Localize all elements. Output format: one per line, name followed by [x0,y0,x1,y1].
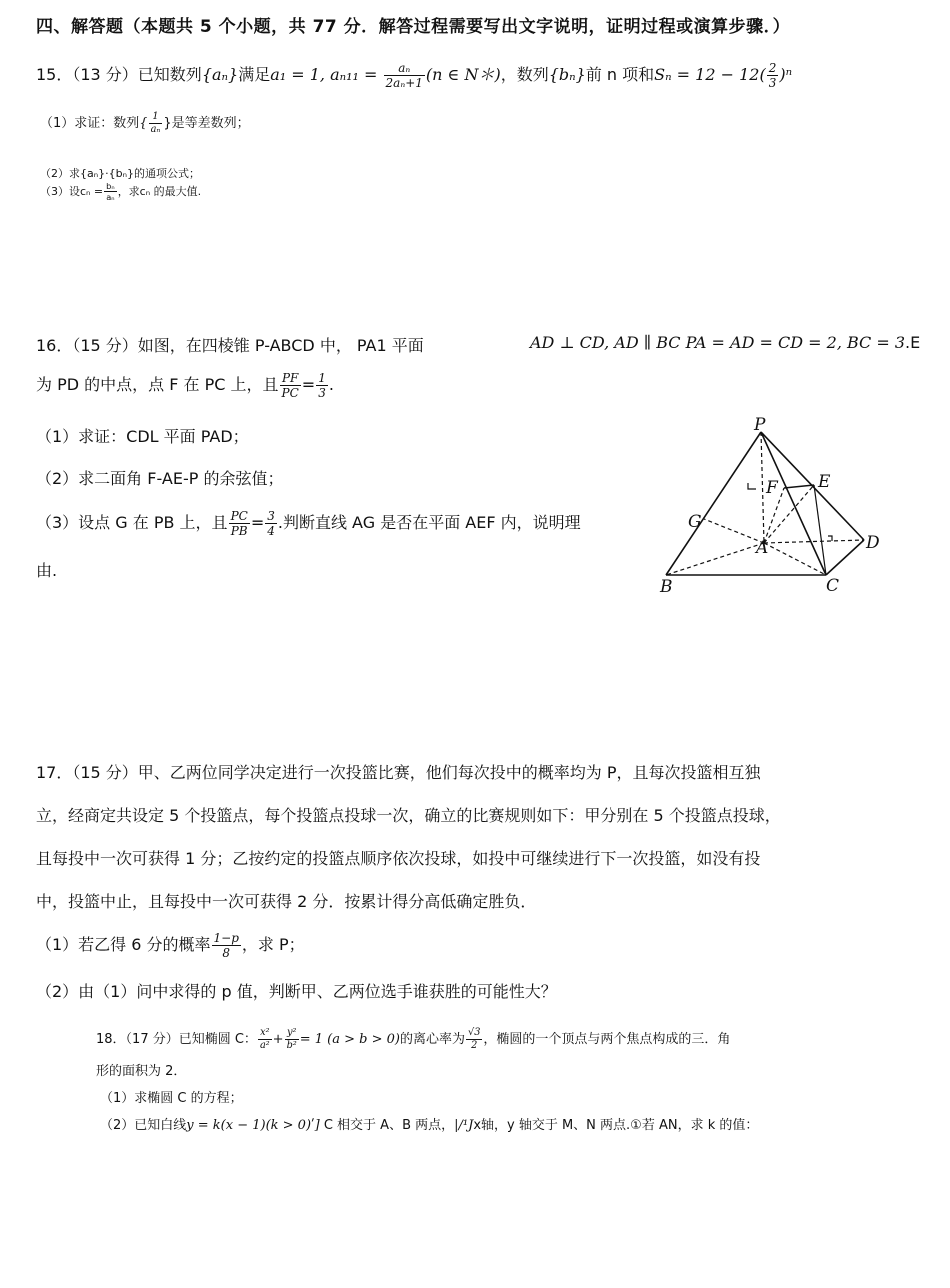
q18-part2 [100,1114,758,1133]
q17-line3: 且每投中一次可获得 1 分；乙按约定的投篮点顺序依次投球，如投中可继续进行下一次投篮，如没有投 [36,849,761,868]
q15-stem [36,62,792,89]
label-d: D [866,533,880,553]
q16-p3-a: （3）设点 G 在 PB 上，且 [36,513,228,532]
q15-p1-brace: { [139,116,148,131]
edge-ab [666,543,764,575]
q18-ecc-den: 2 [471,1040,478,1051]
edge-pb [666,432,761,575]
segment-fe [784,485,814,488]
q18-line2: 形的面积为 2． [96,1064,187,1079]
q18-p2-c: |/¹J [454,1118,474,1133]
q16-line1-a: 16．（15 分）如图，在四棱锥 P-ABCD 中， PA1 平面 [36,336,424,355]
q16-line2 [36,372,334,399]
q18-e1-den: a² [259,1040,270,1051]
q15-frac-num: aₙ [384,62,425,76]
q16-ratio-val-num: 1 [318,371,326,385]
q15-stem-a: 15．（13 分）已知数列 [36,65,202,84]
q18-plus: + [272,1032,284,1047]
q15-p1-fraction [149,112,163,135]
q16-p3-b: .判断直线 AG 是否在平面 AEF 内，说明理 [277,513,581,532]
label-b: B [660,577,673,597]
edge-ad [764,540,864,543]
edge-cd [826,540,864,575]
q18-p2-line: y = k(x − 1)(k > 0)ʹ] [186,1118,320,1133]
q16-line1-b: AD ⊥ CD, AD ∥ BC PA = AD = CD = 2, BC = 3 [530,333,906,352]
q15-part2: （2）求{aₙ}·{bₙ}的通项公式； [40,167,200,180]
q18-x-fraction [258,1028,272,1051]
q16-line1-conditions [530,333,920,352]
q16-ratio-den: PC [281,386,299,400]
q18-p2-a: （2）已知白线 [100,1118,187,1133]
q15-seq-a: {aₙ} [201,65,239,84]
q15-stem-b: 满足 [238,65,271,84]
right-angle-mark-p [748,483,756,489]
q16-ratio [280,372,301,399]
q16-part3-cont: 由. [36,561,58,580]
q16-p3-den: PB [230,524,248,538]
q15-exp-num: 2 [768,61,777,75]
q15-p1-a: （1）求证：数列 [40,116,140,131]
q15-fraction [384,62,425,89]
q18-y-fraction [285,1028,299,1051]
q16-eq: = [301,375,316,394]
q16-line1 [36,333,424,356]
q16-p3-val-den: 4 [267,524,275,538]
q16-p3-val-num: 3 [267,509,275,523]
q18-line1-d: ，椭圆的一个顶点与两个焦点构成的三．角 [483,1032,731,1047]
q15-p3-den: aₙ [106,192,115,203]
q15-cond1: a₁ = 1, aₙ₁₁ = [270,65,378,84]
q18-line1-b: = 1 (a > b > 0) [299,1032,400,1047]
q18-e2-num: y² [285,1028,299,1040]
q16-line2-b: . [328,375,334,394]
q17-part2: （2）由（1）问中求得的 p 值，判断甲、乙两位选手谁获胜的可能性大？ [36,982,557,1001]
q18-ecc-num: √3 [467,1027,481,1039]
q15-p3-fraction [104,182,117,202]
q18-ecc-fraction [466,1028,482,1051]
q15-part1 [40,112,250,135]
q15-exp-fraction [767,62,779,89]
q18-line1 [96,1028,730,1051]
label-c: C [826,576,840,596]
q18-line1-a: 18．（17 分）已知椭圆 C： [96,1032,257,1047]
q15-stem-d: 前 n 项和 [585,65,655,84]
q18-part1: （1）求椭圆 C 的方程； [100,1091,243,1106]
q18-line1-c: 的离心率为 [399,1032,465,1047]
label-a: A [756,538,769,558]
edge-pa [761,432,764,543]
q16-ratio-val-den: 3 [318,386,326,400]
q17-p1-num: 1−p [213,931,239,945]
q15-exp-tail: )ⁿ [779,65,793,84]
q17-p1-a: （1）若乙得 6 分的概率 [36,935,211,954]
q18-p2-b: C 相交于 A、B 两点， [319,1118,455,1133]
q15-p3-a: （3）设cₙ = [40,184,104,198]
q18-e1-num: x² [258,1028,272,1040]
q15-stem-c: ，数列 [500,65,549,84]
q17-line1: 17．（15 分）甲、乙两位同学决定进行一次投篮比赛，他们每次投中的概率均为 P，且每次投篮相互独 [36,763,761,782]
q15-p3-b: ，求cₙ 的最大值. [117,184,202,198]
q15-frac-den: 2aₙ+1 [385,76,423,90]
q16-part3 [36,510,581,537]
q17-p1-fraction [212,932,241,959]
q17-part1 [36,932,305,959]
q15-seq-b: {bₙ} [548,65,586,84]
section-title: 四、解答题（本题共 5 个小题，共 77 分．解答过程需要写出文字说明，证明过程或演算步骤．） [36,17,791,37]
q16-part1: （1）求证：CDL 平面 PAD； [36,427,249,446]
q15-p1-den: aₙ [150,124,161,135]
q18-e2-den: b² [286,1040,297,1051]
label-g: G [688,512,702,532]
q16-p3-fraction [229,510,250,537]
label-f: F [766,478,778,498]
q17-p1-b: ，求 P； [241,935,305,954]
label-p: P [754,415,766,435]
q16-ratio-num: PF [280,372,301,386]
q16-ratio-value [316,372,328,399]
q15-p1-num: 1 [149,112,163,124]
q16-line1-c: .E [905,333,921,352]
segment-ag [704,519,764,543]
q15-exp-den: 3 [768,76,777,90]
q16-line2-a: 为 PD 的中点，点 F 在 PC 上，且 [36,375,279,394]
q17-line2: 立，经商定共设定 5 个投篮点，每个投篮点投球一次，确立的比赛规则如下：甲分别在 5 个投篮点投球， [36,806,781,825]
q17-line4: 中，投篮中止，且每投中一次可获得 2 分．按累计得分高低确定胜负． [36,892,537,911]
segment-ac [764,543,826,575]
q15-p3-num: bₙ [106,181,115,191]
q15-sum-formula: Sₙ = 12 − 12( [654,65,766,84]
q16-part2: （2）求二面角 F-AE-P 的余弦值； [36,469,284,488]
q15-cond2: (n ∈ N＊) [425,65,501,84]
q16-p3-value [265,510,277,537]
q15-p1-b: }是等差数列； [163,116,250,131]
right-angle-mark-a [828,536,832,541]
label-e: E [818,472,831,492]
q18-p2-d: x轴，y 轴交于 M、N 两点.①若 AN，求 k 的值： [473,1118,759,1133]
q17-p1-den: 8 [222,946,231,960]
q16-p3-eq: = [250,513,265,532]
pyramid-figure [656,415,896,600]
q15-part3 [40,182,201,202]
q16-p3-num: PC [230,509,248,523]
